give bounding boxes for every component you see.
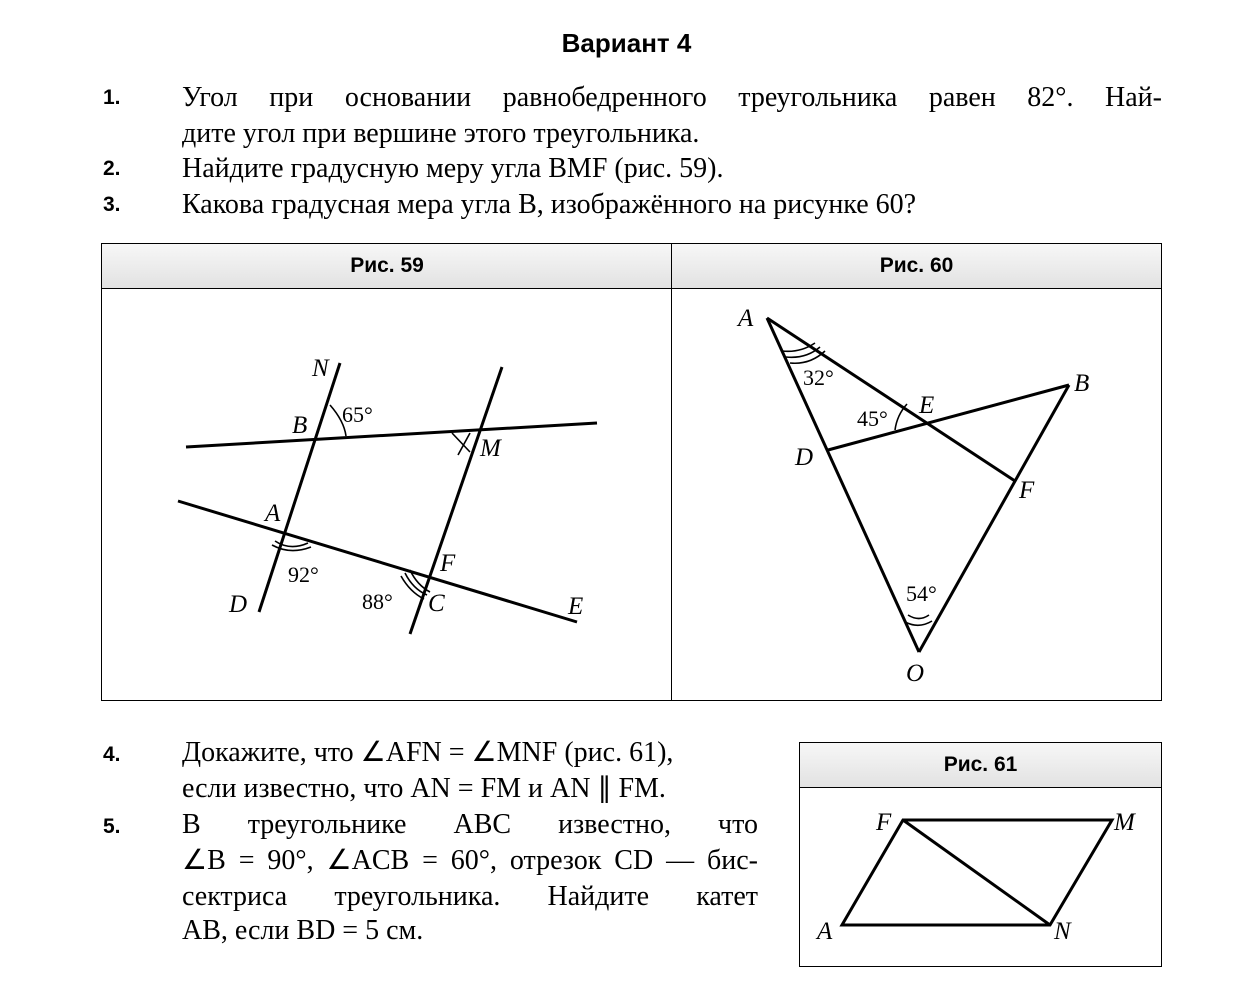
page-title: Вариант 4 bbox=[561, 28, 692, 58]
problem-5-number: 5. bbox=[103, 815, 121, 838]
problem-5-line-4: AB, если BD = 5 см. bbox=[182, 915, 424, 946]
problem-4-number: 4. bbox=[103, 743, 121, 766]
problem-3-text: Какова градусная мера угла B, изображённого на рисунке 60? bbox=[182, 189, 917, 220]
problem-1-line-1: Угол при основании равнобедренного треугольника равен 82°. Най- bbox=[182, 82, 1162, 113]
fig60-label-o: O bbox=[906, 660, 925, 687]
fig61-label-a: A bbox=[817, 918, 833, 945]
fig59-angle-92: 92° bbox=[288, 562, 319, 587]
fig61-diagonal-fn bbox=[903, 820, 1050, 925]
fig59-label-f: F bbox=[440, 550, 456, 577]
problem-1-number: 1. bbox=[103, 86, 121, 109]
problem-5-line-3: сектриса треугольника. Найдите катет bbox=[182, 881, 758, 912]
fig59-label-c: C bbox=[428, 590, 445, 617]
fig60-label-b: B bbox=[1074, 370, 1090, 397]
problem-4-line-2: если известно, что AN = FM и AN ∥ FM. bbox=[182, 773, 666, 804]
problem-2-text: Найдите градусную меру угла BMF (рис. 59). bbox=[182, 153, 724, 184]
fig60-caption: Рис. 60 bbox=[672, 244, 1161, 289]
problem-3-number: 3. bbox=[103, 193, 121, 216]
fig60-label-e: E bbox=[919, 392, 935, 419]
fig59-label-a: A bbox=[265, 500, 281, 527]
problem-5-line-2: ∠B = 90°, ∠ACB = 60°, отрезок CD — бис- bbox=[182, 845, 758, 876]
fig59-angle-88: 88° bbox=[362, 589, 393, 614]
problem-2-number: 2. bbox=[103, 157, 121, 180]
fig59-label-b: B bbox=[292, 412, 308, 439]
fig59-label-e: E bbox=[568, 593, 584, 620]
fig60-label-f: F bbox=[1019, 477, 1035, 504]
fig59-angle-65: 65° bbox=[342, 402, 373, 427]
fig60-label-d: D bbox=[795, 444, 814, 471]
fig59-label-n: N bbox=[312, 355, 329, 382]
fig60-angle-54: 54° bbox=[906, 581, 937, 606]
fig61-label-n: N bbox=[1054, 918, 1071, 945]
fig61-label-f: F bbox=[876, 809, 892, 836]
fig60-angle-32: 32° bbox=[803, 365, 834, 390]
fig61-label-m: M bbox=[1114, 809, 1135, 836]
fig60-angle-45: 45° bbox=[857, 406, 888, 431]
fig59-caption: Рис. 59 bbox=[102, 244, 672, 289]
problem-5-line-1: В треугольнике ABC известно, что bbox=[182, 809, 758, 840]
fig61-caption: Рис. 61 bbox=[800, 743, 1161, 788]
problem-4-line-1: Докажите, что ∠AFN = ∠MNF (рис. 61), bbox=[182, 737, 674, 768]
fig59-label-m: M bbox=[480, 435, 501, 462]
fig60-label-a: A bbox=[738, 305, 754, 332]
fig59-label-d: D bbox=[229, 591, 248, 618]
problem-1-line-2: дите угол при вершине этого треугольника. bbox=[182, 118, 700, 149]
